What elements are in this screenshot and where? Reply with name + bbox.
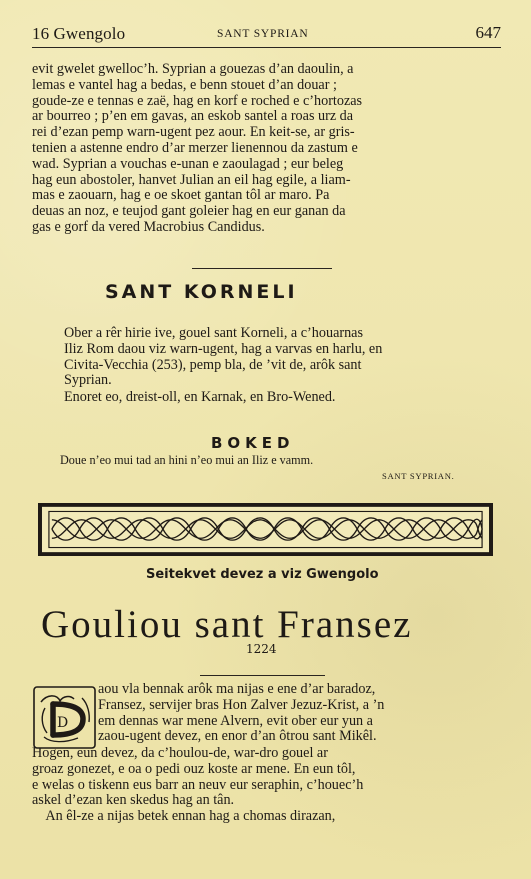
intro-paragraph	[32, 62, 362, 236]
text-line: groaz gonezet, e oa o pedi ouz koste ar mene. En eun tôl,	[32, 760, 356, 777]
text-line: e welas o tiskenn eus barr an neuv eur seraphin, c’houec’h	[32, 776, 364, 793]
boked-quote: Doue n’eo mui tad an hini n’eo mui an Iliz e vamm.	[60, 453, 314, 467]
header-left: 16 Gwengolo	[32, 24, 126, 43]
text-line: zaou-ugent devez, en enor d’an ôtrou sant Mikêl.	[98, 728, 377, 745]
text-line: aou vla bennak arôk ma nijas e ene d’ar baradoz,	[98, 681, 376, 697]
text-line: gas e gorf da vered Macrobius Candidus.	[32, 218, 265, 235]
text-line: ar bourreo ; p’en em gavas, an eskob santel a roas urz da	[32, 108, 354, 125]
text-line: evit gwelet gwelloc’h. Syprian a gouezas d’an daoulin, a	[32, 61, 354, 77]
running-header	[32, 23, 501, 48]
section-title-boked: BOKED	[211, 434, 295, 452]
text-line: An êl-ze a nijas betek ennan hag a chomas dirazan,	[32, 808, 336, 825]
header-center: SANT SYPRIAN	[217, 28, 309, 40]
text-line: deuas an noz, e teujod gant goleier hag en eur ganan da	[32, 203, 346, 220]
subheading: Seitekvet devez a viz Gwengolo	[146, 567, 379, 582]
dropcap-letter: D	[57, 715, 69, 731]
text-line: Enoret eo, dreist-oll, en Karnak, en Bro-Wened.	[64, 389, 336, 405]
text-line: Fransez, servijer bras Hon Zalver Jezuz-Krist, a ’n	[98, 696, 385, 713]
text-line: hag eun abostoler, hanvet Julian an eil hag egile, a liam-	[32, 171, 351, 188]
page-number: 647	[475, 23, 501, 42]
text-line: rei d’ezan pemp warn-ugent pez aour. En keit-se, ar gris-	[32, 124, 355, 141]
fransez-continuation	[32, 746, 363, 825]
text-line: askel d’ezan ken skedus hag an tân.	[32, 792, 235, 809]
section-title: Gouliou sant Fransez	[41, 603, 413, 646]
fransez-opening-paragraph	[98, 682, 384, 745]
text-line: Civita-Vecchia (253), pemp bla, de ’vit de, arôk sant	[64, 356, 362, 373]
year-label: 1224	[246, 642, 277, 656]
text-line: em dennas war mene Alvern, evit ober eur yun a	[98, 712, 373, 729]
text-line: Syprian.	[64, 372, 112, 389]
text-line: goude-ze e tennas e zaë, hag en korf e roched e c’hortozas	[32, 92, 363, 109]
korneli-paragraph	[64, 326, 382, 389]
text-line: Iliz Rom daou viz warn-ugent, hag a varvas en harlu, en	[64, 340, 383, 357]
section-divider	[192, 268, 332, 269]
text-line: wad. Syprian a vouchas e-unan e zaoulagad ; eur beleg	[32, 155, 344, 172]
boked-attribution: SANT SYPRIAN.	[382, 471, 455, 481]
decorative-initial	[33, 686, 96, 749]
dropcap-ornament	[33, 686, 96, 749]
text-line: Ober a rêr hirie ive, gouel sant Korneli, a c’houarnas	[64, 325, 363, 341]
text-line: lemas e vantel hag a bedas, e benn stouet d’an douar ;	[32, 76, 337, 93]
section-title-korneli: SANT KORNELI	[105, 281, 298, 303]
ornament-pattern	[40, 505, 491, 554]
text-line: mas e zaouarn, hag e oe skoet gantan tôl ar maro. Pa	[32, 187, 330, 204]
text-line: Hogen, eun devez, da c’houlou-de, war-dro gouel ar	[32, 745, 328, 761]
title-divider	[200, 675, 325, 676]
ornamental-band	[38, 503, 493, 556]
korneli-extra-paragraph	[64, 390, 335, 406]
text-line: tenien a astenne endro d’ar merzer lienennou da zastum e	[32, 139, 358, 156]
